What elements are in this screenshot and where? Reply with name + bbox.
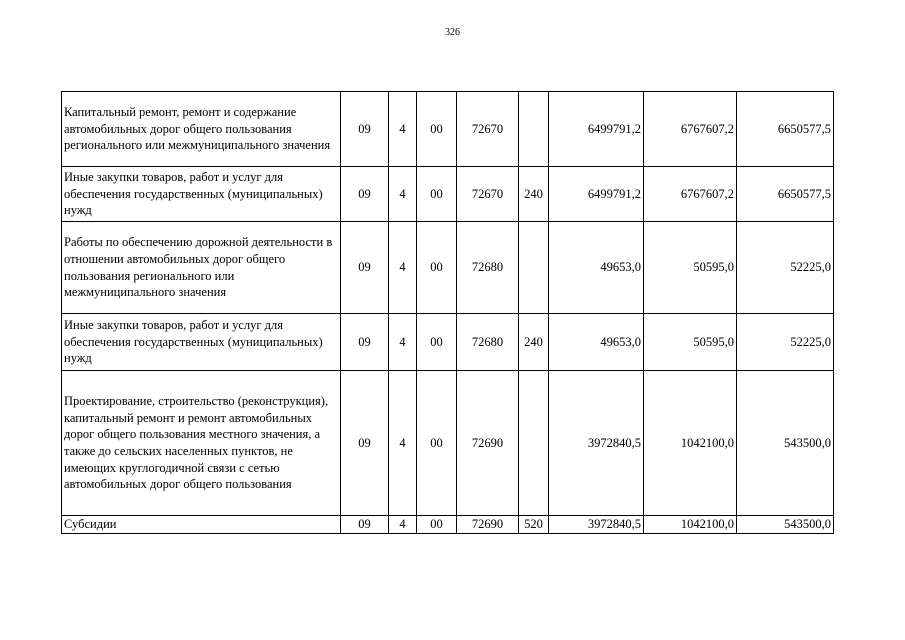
code-cell: 72680 xyxy=(457,222,519,314)
section-cell: 09 xyxy=(341,92,389,167)
code-cell: 72670 xyxy=(457,167,519,222)
sum3-cell: 543500,0 xyxy=(737,371,834,516)
table-row xyxy=(62,371,834,516)
table-row xyxy=(62,167,834,222)
section-cell: 09 xyxy=(341,222,389,314)
code-cell: 72680 xyxy=(457,314,519,371)
program-cell: 00 xyxy=(417,314,457,371)
table-row xyxy=(62,222,834,314)
program-cell: 00 xyxy=(417,222,457,314)
sum1-cell: 3972840,5 xyxy=(549,371,644,516)
expense-type-cell: 520 xyxy=(519,516,549,534)
table-row xyxy=(62,92,834,167)
budget-table xyxy=(61,91,834,534)
subsection-cell: 4 xyxy=(389,371,417,516)
program-cell: 00 xyxy=(417,516,457,534)
sum3-cell: 6650577,5 xyxy=(737,92,834,167)
sum1-cell: 6499791,2 xyxy=(549,167,644,222)
section-cell: 09 xyxy=(341,516,389,534)
program-cell: 00 xyxy=(417,371,457,516)
code-cell: 72670 xyxy=(457,92,519,167)
expense-type-cell: 240 xyxy=(519,167,549,222)
section-cell: 09 xyxy=(341,371,389,516)
sum1-cell: 49653,0 xyxy=(549,222,644,314)
sum2-cell: 6767607,2 xyxy=(644,167,737,222)
program-cell: 00 xyxy=(417,92,457,167)
sum3-cell: 52225,0 xyxy=(737,222,834,314)
sum2-cell: 50595,0 xyxy=(644,222,737,314)
section-cell: 09 xyxy=(341,167,389,222)
sum2-cell: 1042100,0 xyxy=(644,371,737,516)
row-name: Капитальный ремонт, ремонт и содержание автомобильных дорог общего пользования регионального или межмуниципального значения xyxy=(62,92,341,167)
sum2-cell: 1042100,0 xyxy=(644,516,737,534)
subsection-cell: 4 xyxy=(389,92,417,167)
row-name: Работы по обеспечению дорожной деятельности в отношении автомобильных дорог общего пользования регионального или межмуниципального значения xyxy=(62,222,341,314)
sum3-cell: 543500,0 xyxy=(737,516,834,534)
table-row xyxy=(62,516,834,534)
sum2-cell: 6767607,2 xyxy=(644,92,737,167)
subsection-cell: 4 xyxy=(389,167,417,222)
table-row xyxy=(62,314,834,371)
row-name: Субсидии xyxy=(62,516,341,534)
page-number: 326 xyxy=(445,27,460,38)
sum3-cell: 6650577,5 xyxy=(737,167,834,222)
subsection-cell: 4 xyxy=(389,222,417,314)
sum3-cell: 52225,0 xyxy=(737,314,834,371)
code-cell: 72690 xyxy=(457,516,519,534)
expense-type-cell xyxy=(519,92,549,167)
program-cell: 00 xyxy=(417,167,457,222)
sum1-cell: 3972840,5 xyxy=(549,516,644,534)
sum1-cell: 6499791,2 xyxy=(549,92,644,167)
row-name: Иные закупки товаров, работ и услуг для обеспечения государственных (муниципальных) нужд xyxy=(62,314,341,371)
row-name: Иные закупки товаров, работ и услуг для обеспечения государственных (муниципальных) нужд xyxy=(62,167,341,222)
sum1-cell: 49653,0 xyxy=(549,314,644,371)
expense-type-cell xyxy=(519,371,549,516)
row-name: Проектирование, строительство (реконструкция), капитальный ремонт и ремонт автомобильных дорог общего пользования местного значения, а также до сельских населенных пунктов, не имеющих круглогодичной связи с сетью автомобильных дорог общего пользования xyxy=(62,371,341,516)
subsection-cell: 4 xyxy=(389,314,417,371)
subsection-cell: 4 xyxy=(389,516,417,534)
sum2-cell: 50595,0 xyxy=(644,314,737,371)
expense-type-cell xyxy=(519,222,549,314)
section-cell: 09 xyxy=(341,314,389,371)
code-cell: 72690 xyxy=(457,371,519,516)
expense-type-cell: 240 xyxy=(519,314,549,371)
